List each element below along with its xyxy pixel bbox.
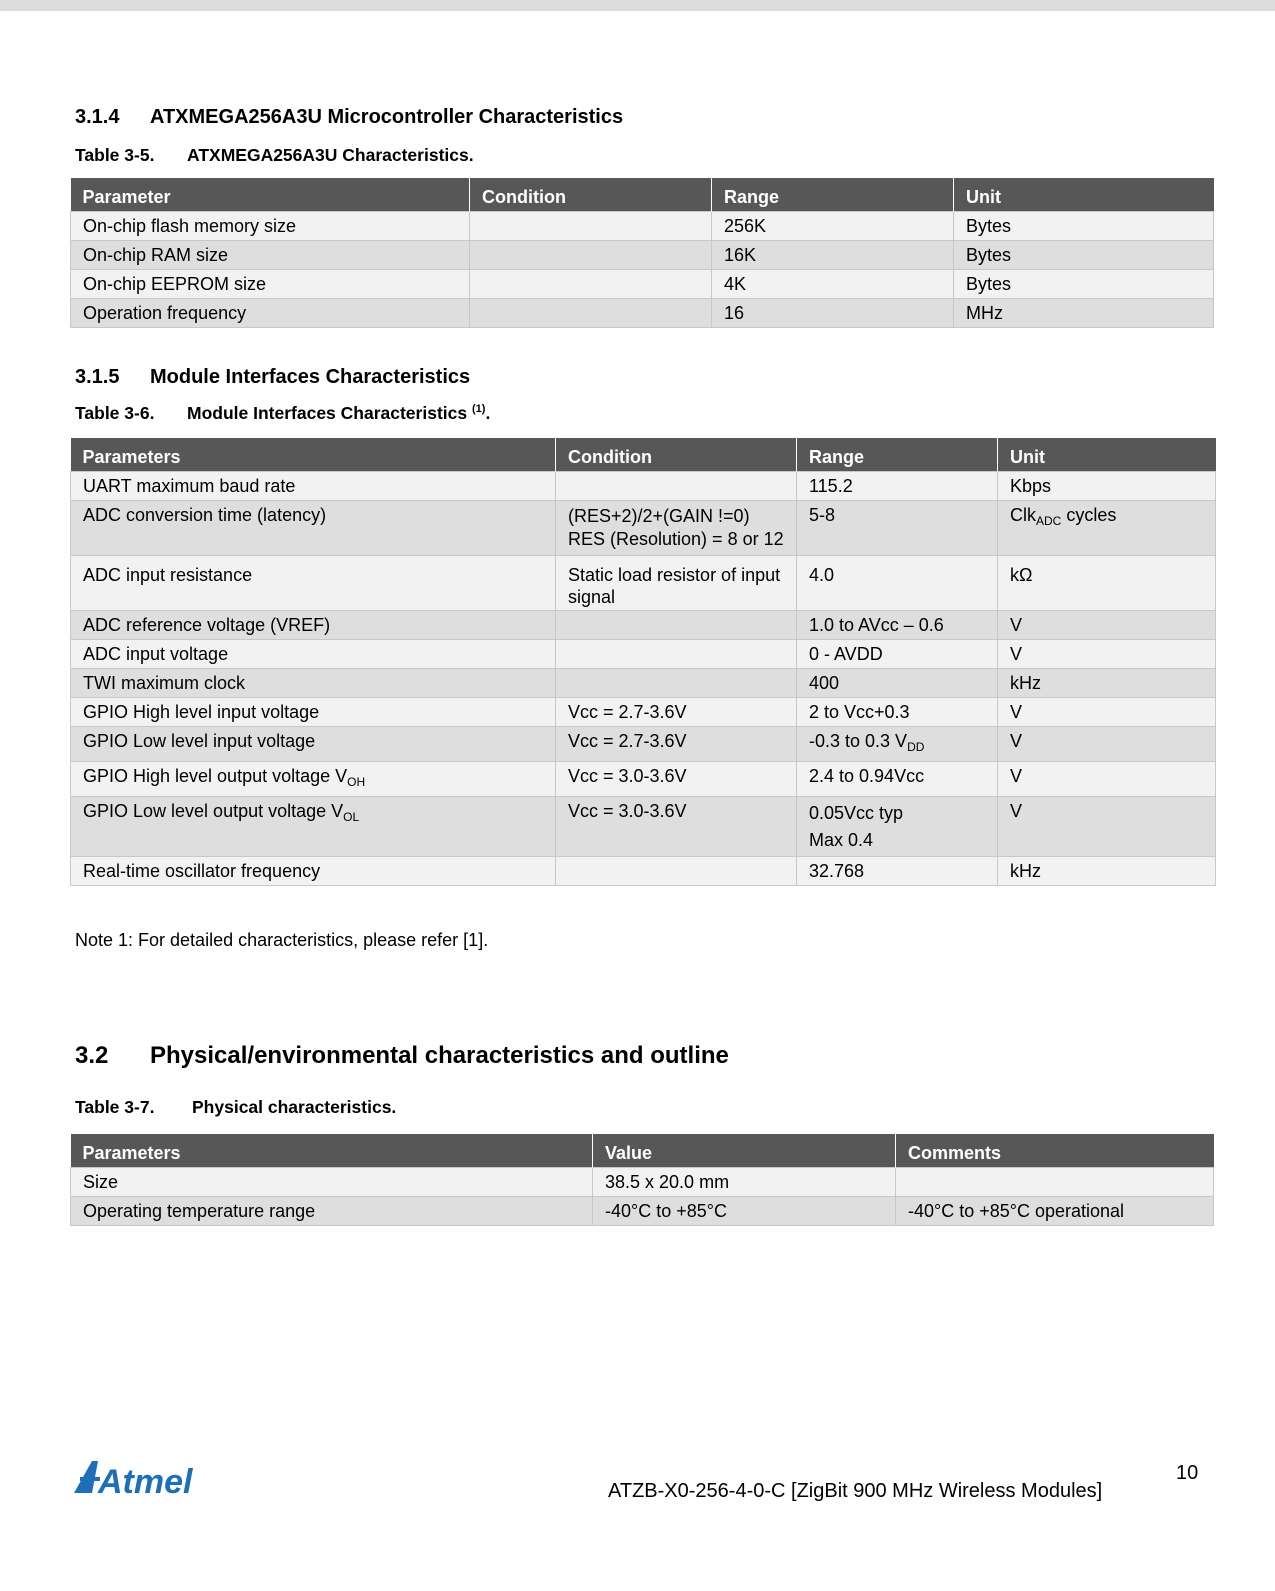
caption-period: . (485, 403, 491, 423)
table-caption-3-6 (75, 403, 490, 424)
cell-line: Max 0.4 (809, 829, 874, 850)
table-cell: kΩ (998, 555, 1216, 610)
table-note: Note 1: For detailed characteristics, please refer [1]. (75, 930, 489, 950)
section-heading-3-1-5 (75, 366, 470, 389)
unit-text: Clk (1010, 504, 1036, 525)
table-cell: 4.0 (797, 555, 998, 610)
table-cell: Size (71, 1167, 593, 1196)
param-text: GPIO High level output voltage V (83, 765, 348, 786)
section-number: 3.1.5 (75, 366, 120, 388)
table-row (71, 761, 1216, 796)
table-cell: UART maximum baud rate (71, 471, 556, 500)
caption-number: Table 3-7. (75, 1097, 155, 1117)
table-cell: ADC conversion time (latency) (71, 500, 556, 555)
table-cell (470, 298, 712, 327)
footer-document-title: ATZB-X0-256-4-0-C [ZigBit 900 MHz Wireless Modules] (608, 1480, 1103, 1502)
table-cell: 4K (712, 269, 954, 298)
table-row (71, 856, 1216, 885)
table-cell (556, 639, 797, 668)
cell-line: 0.05Vcc typ (809, 802, 904, 823)
caption-title: Module Interfaces Characteristics (187, 403, 468, 423)
column-header: Condition (556, 438, 797, 471)
table-cell: -40°C to +85°C operational (896, 1196, 1214, 1225)
table-cell: 1.0 to AVcc – 0.6 (797, 610, 998, 639)
unit-subscript: ADC (1036, 513, 1062, 528)
column-header: Parameters (71, 1134, 593, 1167)
table-row (71, 1196, 1214, 1225)
table-cell: 5-8 (797, 500, 998, 555)
top-bar (0, 0, 1275, 11)
table-cell: 32.768 (797, 856, 998, 885)
caption-title: ATXMEGA256A3U Characteristics. (187, 145, 474, 165)
section-heading-3-1-4 (75, 106, 623, 129)
caption-number: Table 3-6. (75, 403, 155, 423)
table-cell (71, 761, 556, 796)
unit-text: cycles (1061, 504, 1117, 525)
column-header: Comments (896, 1134, 1214, 1167)
table-header-row (71, 1134, 1214, 1167)
table-cell: V (998, 639, 1216, 668)
table-cell (470, 240, 712, 269)
table-cell: 16K (712, 240, 954, 269)
table-cell: ADC input resistance (71, 555, 556, 610)
cell-line: (RES+2)/2+(GAIN !=0) (568, 505, 750, 526)
table-cell (797, 796, 998, 856)
column-header: Parameter (71, 178, 470, 211)
section-title: ATXMEGA256A3U Microcontroller Characteristics (150, 106, 624, 128)
column-header: Unit (954, 178, 1214, 211)
cell-line: RES (Resolution) = 8 or 12 (568, 528, 784, 549)
table-cell: 400 (797, 668, 998, 697)
table-cell: V (998, 796, 1216, 856)
table-cell: V (998, 697, 1216, 726)
table-cell: ADC reference voltage (VREF) (71, 610, 556, 639)
table-row (71, 471, 1216, 500)
atmel-logo-icon (70, 1455, 200, 1505)
table-cell: On-chip EEPROM size (71, 269, 470, 298)
table-cell: Operating temperature range (71, 1196, 593, 1225)
table-cell (470, 269, 712, 298)
table-row (71, 298, 1214, 327)
table-row (71, 697, 1216, 726)
table-row (71, 610, 1216, 639)
table-caption-3-5 (75, 145, 474, 166)
table-3-6 (70, 438, 1216, 886)
section-number: 3.2 (75, 1042, 109, 1069)
table-cell: 16 (712, 298, 954, 327)
table-caption-3-7 (75, 1097, 396, 1118)
table-cell: Static load resistor of input signal (556, 555, 797, 610)
param-text: GPIO Low level output voltage V (83, 800, 344, 821)
table-row (71, 500, 1216, 555)
table-3-5 (70, 178, 1214, 328)
table-cell: TWI maximum clock (71, 668, 556, 697)
table-cell (556, 668, 797, 697)
table-cell: V (998, 610, 1216, 639)
logo-text: Atmel (98, 1463, 193, 1501)
column-header: Parameters (71, 438, 556, 471)
column-header: Range (797, 438, 998, 471)
table-cell: Bytes (954, 211, 1214, 240)
table-cell: V (998, 726, 1216, 761)
table-cell (470, 211, 712, 240)
column-header: Unit (998, 438, 1216, 471)
table-cell (556, 500, 797, 555)
table-cell: kHz (998, 668, 1216, 697)
column-header: Value (593, 1134, 896, 1167)
table-cell: Vcc = 3.0-3.6V (556, 761, 797, 796)
table-cell: Vcc = 2.7-3.6V (556, 726, 797, 761)
section-number: 3.1.4 (75, 106, 120, 128)
table-cell: Bytes (954, 269, 1214, 298)
table-cell: kHz (998, 856, 1216, 885)
table-row (71, 796, 1216, 856)
table-cell (556, 610, 797, 639)
table-header-row (71, 178, 1214, 211)
table-cell: 2 to Vcc+0.3 (797, 697, 998, 726)
atmel-logo (70, 1455, 200, 1510)
table-row (71, 726, 1216, 761)
table-cell: V (998, 761, 1216, 796)
table-cell: On-chip RAM size (71, 240, 470, 269)
table-cell: Vcc = 3.0-3.6V (556, 796, 797, 856)
table-cell: 0 - AVDD (797, 639, 998, 668)
column-header: Range (712, 178, 954, 211)
table-cell: GPIO High level input voltage (71, 697, 556, 726)
table-cell (556, 471, 797, 500)
table-cell (896, 1167, 1214, 1196)
table-cell (998, 500, 1216, 555)
table-row (71, 555, 1216, 610)
column-header: Condition (470, 178, 712, 211)
section-title: Module Interfaces Characteristics (150, 366, 471, 388)
table-cell: Operation frequency (71, 298, 470, 327)
caption-footnote-ref: (1) (471, 403, 486, 416)
table-row (71, 269, 1214, 298)
table-row (71, 1167, 1214, 1196)
range-subscript: DD (907, 739, 925, 754)
table-cell: 2.4 to 0.94Vcc (797, 761, 998, 796)
table-row (71, 639, 1216, 668)
table-row (71, 211, 1214, 240)
page-number: 10 (1176, 1462, 1199, 1484)
table-cell: ADC input voltage (71, 639, 556, 668)
table-cell: 256K (712, 211, 954, 240)
table-header-row (71, 438, 1216, 471)
table-cell (797, 726, 998, 761)
table-cell: Real-time oscillator frequency (71, 856, 556, 885)
range-text: -0.3 to 0.3 V (809, 730, 908, 751)
table-cell (71, 796, 556, 856)
caption-number: Table 3-5. (75, 145, 155, 165)
param-subscript: OL (343, 809, 360, 824)
table-cell: Vcc = 2.7-3.6V (556, 697, 797, 726)
section-heading-3-2 (75, 1042, 729, 1070)
table-cell: MHz (954, 298, 1214, 327)
param-subscript: OH (347, 774, 366, 789)
table-cell: Bytes (954, 240, 1214, 269)
caption-title: Physical characteristics. (192, 1097, 397, 1117)
table-cell: 115.2 (797, 471, 998, 500)
table-3-7 (70, 1134, 1214, 1226)
table-cell: Kbps (998, 471, 1216, 500)
section-title: Physical/environmental characteristics and outline (150, 1042, 729, 1069)
table-cell (556, 856, 797, 885)
table-cell: -40°C to +85°C (593, 1196, 896, 1225)
table-row (71, 668, 1216, 697)
table-row (71, 240, 1214, 269)
table-cell: GPIO Low level input voltage (71, 726, 556, 761)
table-cell: 38.5 x 20.0 mm (593, 1167, 896, 1196)
table-cell: On-chip flash memory size (71, 211, 470, 240)
